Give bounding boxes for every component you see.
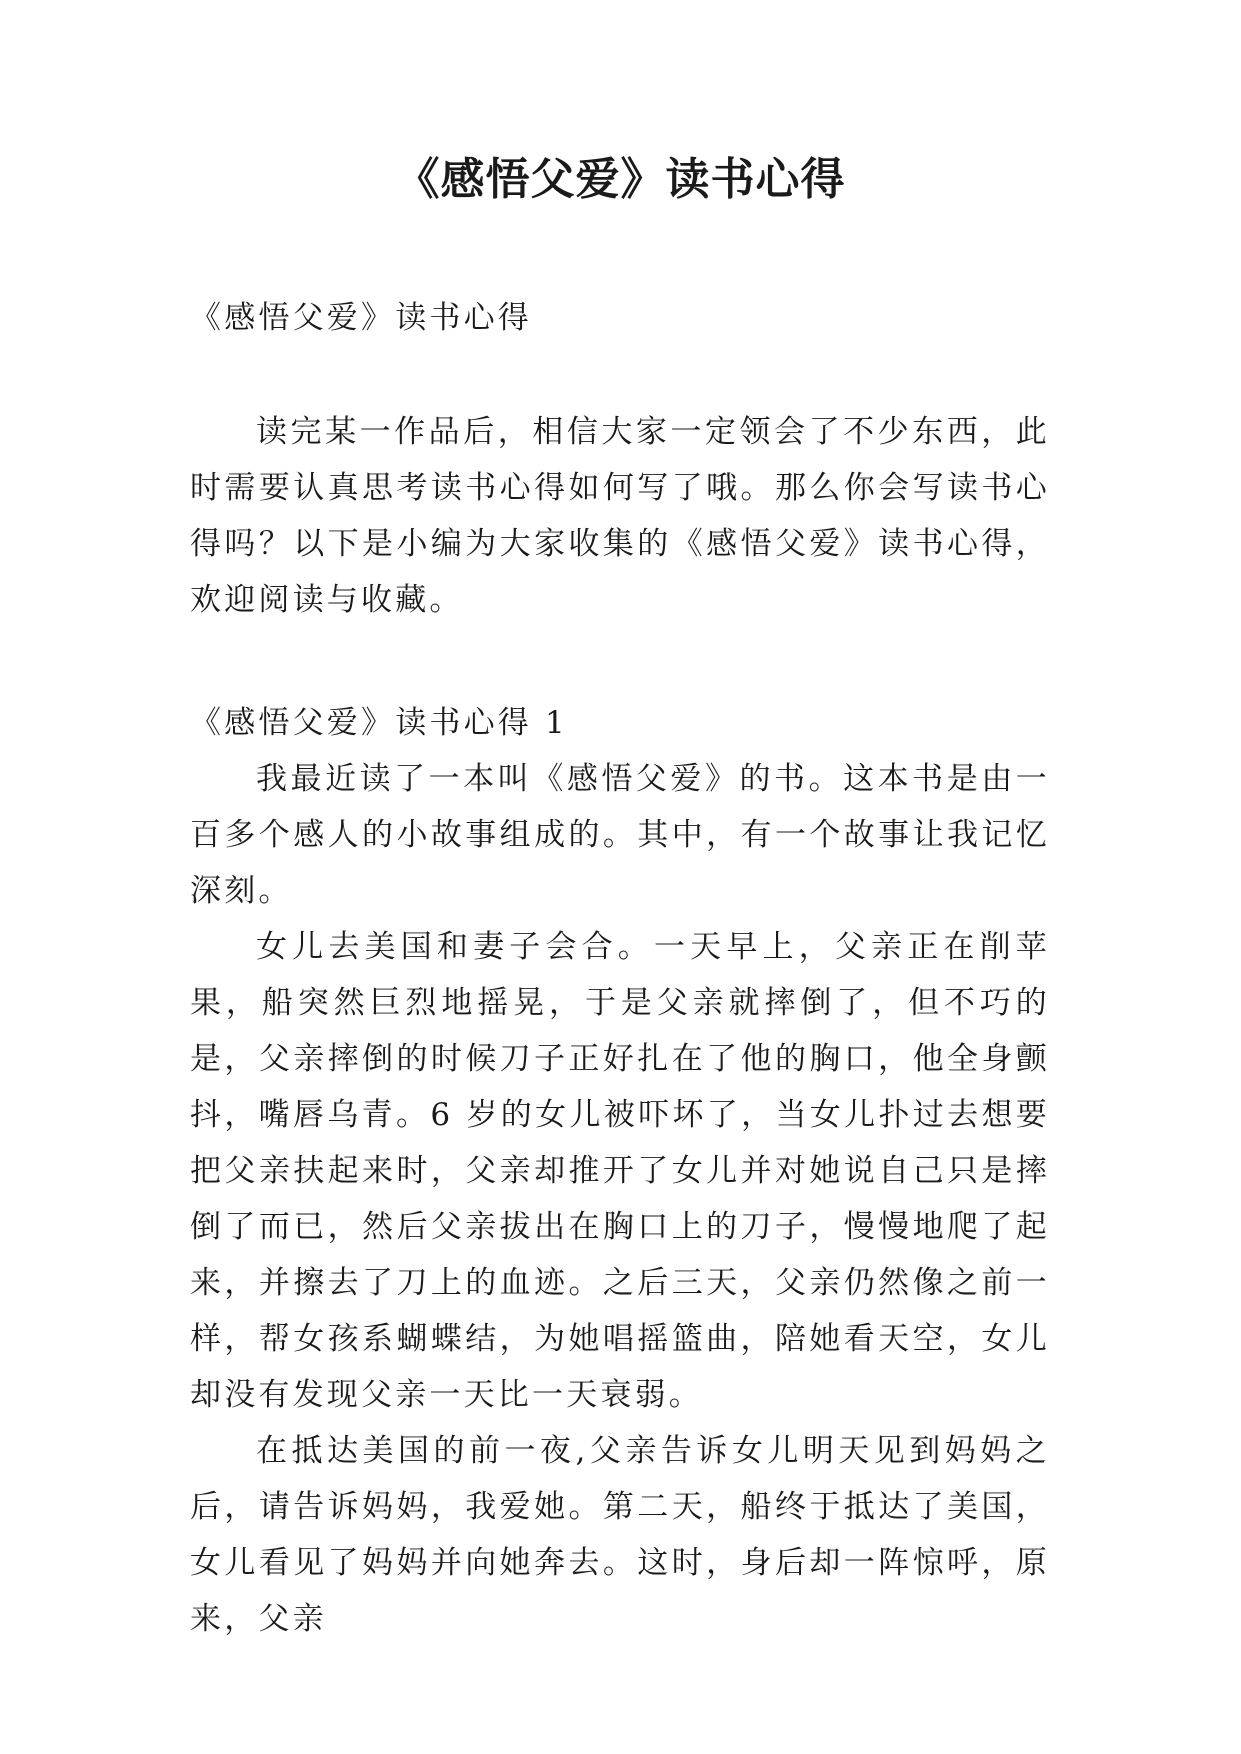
intro-paragraph: 读完某一作品后，相信大家一定领会了不少东西，此时需要认真思考读书心得如何写了哦。那么你会写读书心得吗？以下是小编为大家收集的《感悟父爱》读书心得，欢迎阅读与收藏。 — [190, 414, 1050, 618]
section-heading: 《感悟父爱》读书心得 1 — [190, 705, 568, 741]
document-subtitle-block — [190, 290, 1050, 346]
body-paragraph: 我最近读了一本叫《感悟父爱》的书。这本书是由一百多个感人的小故事组成的。其中，有一个故事让我记忆深刻。 — [190, 761, 1050, 909]
body-paragraph: 在抵达美国的前一夜,父亲告诉女儿明天见到妈妈之后，请告诉妈妈，我爱她。第二天，船终于抵达了美国，女儿看见了妈妈并向她奔去。这时，身后却一阵惊呼，原来，父亲 — [190, 1433, 1050, 1637]
document-title: 《感悟父爱》读书心得 — [395, 154, 846, 205]
intro-block — [190, 404, 1050, 628]
section-1 — [190, 695, 1050, 1647]
body-paragraph: 女儿去美国和妻子会合。一天早上，父亲正在削苹果，船突然巨烈地摇晃，于是父亲就摔倒了，但不巧的是，父亲摔倒的时候刀子正好扎在了他的胸口，他全身颤抖，嘴唇乌青。6 岁的女儿被吓坏了，当女儿扑过去想要把父亲扶起来时，父亲却推开了女儿并对她说自己只是摔倒了而已，然后父亲拔出在胸口上的刀子，慢慢地爬了起来，并擦去了刀上的血迹。之后三天，父亲仍然像之前一样，帮女孩系蝴蝶结，为她唱摇篮曲，陪她看天空，女儿却没有发现父亲一天比一天衰弱。 — [190, 929, 1050, 1413]
document-subtitle: 《感悟父爱》读书心得 — [190, 300, 532, 336]
